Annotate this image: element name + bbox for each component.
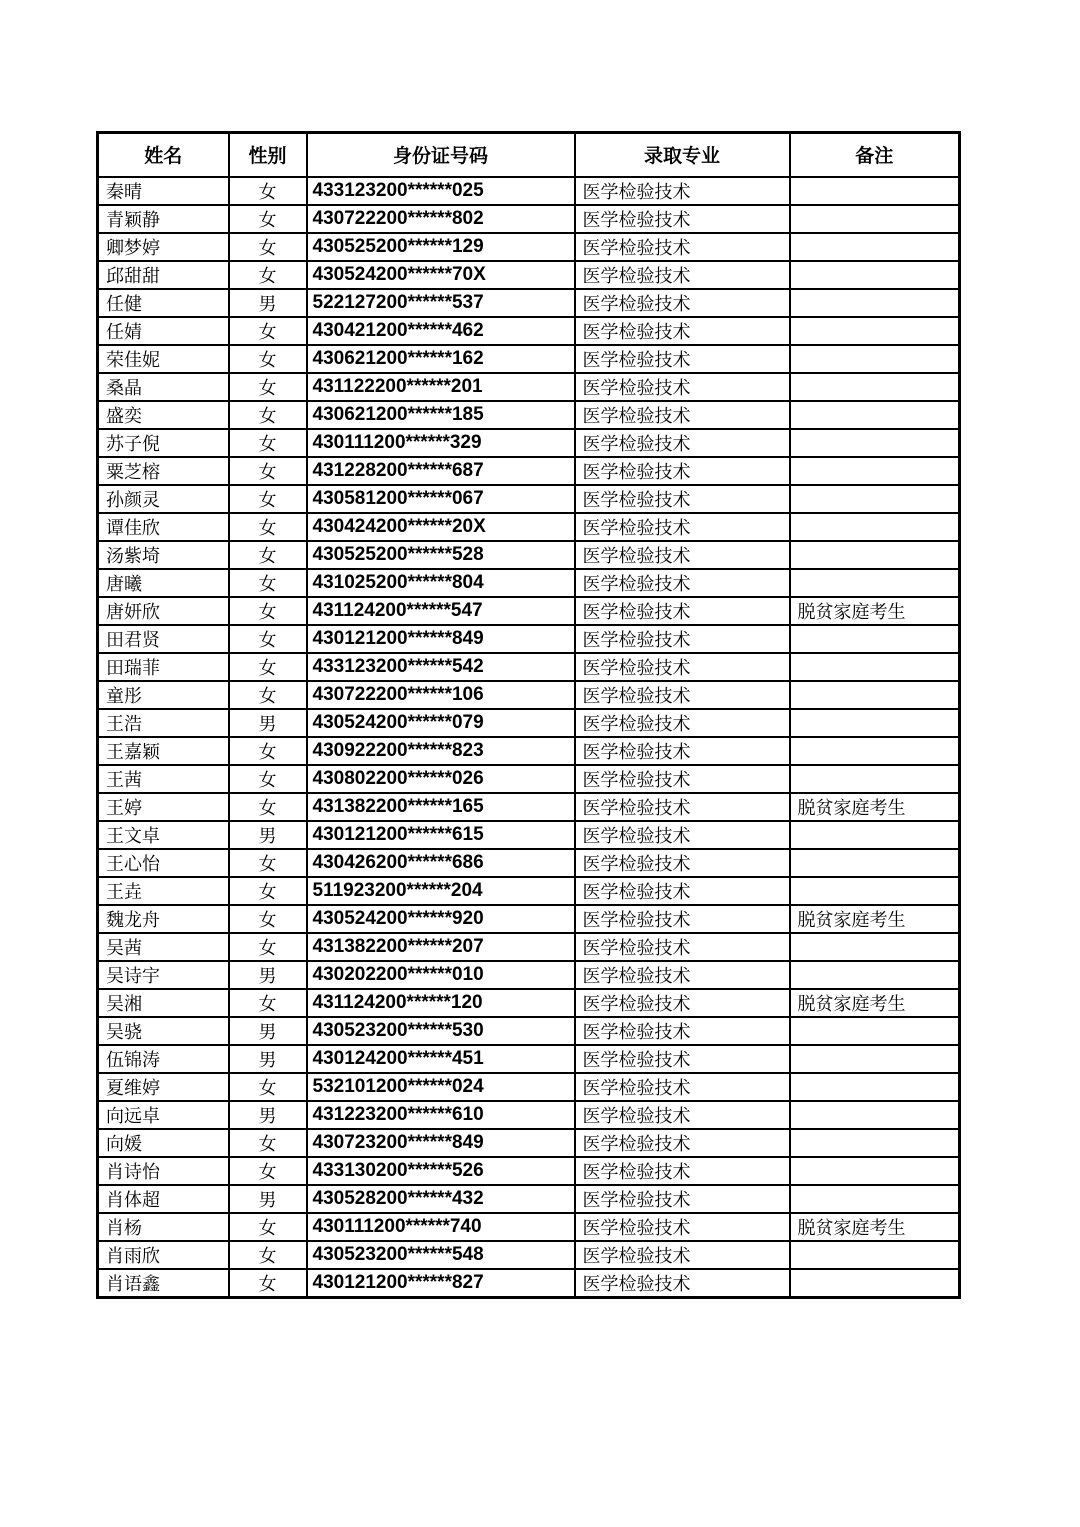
table-row bbox=[98, 625, 960, 653]
gender-cell: 男 bbox=[229, 1045, 307, 1073]
id-cell: 430523200******548 bbox=[307, 1241, 575, 1269]
id-cell: 431228200******687 bbox=[307, 457, 575, 485]
id-cell: 430424200******20X bbox=[307, 513, 575, 541]
table-row bbox=[98, 345, 960, 373]
major-cell: 医学检验技术 bbox=[575, 989, 790, 1017]
name-cell: 孙颜灵 bbox=[98, 485, 229, 513]
table-row bbox=[98, 597, 960, 625]
table-row bbox=[98, 289, 960, 317]
name-cell: 肖雨欣 bbox=[98, 1241, 229, 1269]
major-cell: 医学检验技术 bbox=[575, 541, 790, 569]
remark-cell bbox=[790, 261, 960, 289]
major-cell: 医学检验技术 bbox=[575, 205, 790, 233]
admission-table bbox=[96, 131, 961, 1299]
gender-cell: 男 bbox=[229, 821, 307, 849]
id-cell: 430723200******849 bbox=[307, 1129, 575, 1157]
remark-cell: 脱贫家庭考生 bbox=[790, 989, 960, 1017]
remark-cell bbox=[790, 709, 960, 737]
id-cell: 430111200******329 bbox=[307, 429, 575, 457]
header-gender: 性别 bbox=[229, 133, 307, 177]
remark-cell: 脱贫家庭考生 bbox=[790, 1213, 960, 1241]
remark-cell bbox=[790, 569, 960, 597]
table-row bbox=[98, 401, 960, 429]
name-cell: 童彤 bbox=[98, 681, 229, 709]
table-row bbox=[98, 709, 960, 737]
table-row bbox=[98, 513, 960, 541]
gender-cell: 女 bbox=[229, 513, 307, 541]
id-cell: 431025200******804 bbox=[307, 569, 575, 597]
gender-cell: 男 bbox=[229, 1101, 307, 1129]
table-header bbox=[98, 133, 960, 177]
table-row bbox=[98, 681, 960, 709]
id-cell: 430524200******70X bbox=[307, 261, 575, 289]
gender-cell: 女 bbox=[229, 569, 307, 597]
table-row bbox=[98, 1185, 960, 1213]
major-cell: 医学检验技术 bbox=[575, 401, 790, 429]
name-cell: 田瑞菲 bbox=[98, 653, 229, 681]
remark-cell bbox=[790, 681, 960, 709]
gender-cell: 女 bbox=[229, 1269, 307, 1298]
major-cell: 医学检验技术 bbox=[575, 1101, 790, 1129]
remark-cell bbox=[790, 289, 960, 317]
major-cell: 医学检验技术 bbox=[575, 709, 790, 737]
id-cell: 430802200******026 bbox=[307, 765, 575, 793]
table-header-row bbox=[98, 133, 960, 177]
remark-cell bbox=[790, 401, 960, 429]
id-cell: 430525200******129 bbox=[307, 233, 575, 261]
id-cell: 430922200******823 bbox=[307, 737, 575, 765]
table-row bbox=[98, 205, 960, 233]
table-row bbox=[98, 541, 960, 569]
major-cell: 医学检验技术 bbox=[575, 373, 790, 401]
id-cell: 430124200******451 bbox=[307, 1045, 575, 1073]
table-row bbox=[98, 429, 960, 457]
remark-cell bbox=[790, 457, 960, 485]
name-cell: 唐曦 bbox=[98, 569, 229, 597]
table-row bbox=[98, 1241, 960, 1269]
remark-cell bbox=[790, 1129, 960, 1157]
name-cell: 王垚 bbox=[98, 877, 229, 905]
major-cell: 医学检验技术 bbox=[575, 653, 790, 681]
gender-cell: 女 bbox=[229, 1157, 307, 1185]
name-cell: 谭佳欣 bbox=[98, 513, 229, 541]
remark-cell bbox=[790, 345, 960, 373]
id-cell: 430722200******802 bbox=[307, 205, 575, 233]
remark-cell bbox=[790, 737, 960, 765]
id-cell: 433123200******025 bbox=[307, 177, 575, 205]
id-cell: 431124200******547 bbox=[307, 597, 575, 625]
name-cell: 田君贤 bbox=[98, 625, 229, 653]
gender-cell: 女 bbox=[229, 261, 307, 289]
gender-cell: 女 bbox=[229, 1129, 307, 1157]
major-cell: 医学检验技术 bbox=[575, 597, 790, 625]
name-cell: 王文卓 bbox=[98, 821, 229, 849]
header-remark: 备注 bbox=[790, 133, 960, 177]
major-cell: 医学检验技术 bbox=[575, 821, 790, 849]
major-cell: 医学检验技术 bbox=[575, 877, 790, 905]
remark-cell bbox=[790, 1101, 960, 1129]
name-cell: 向远卓 bbox=[98, 1101, 229, 1129]
gender-cell: 男 bbox=[229, 961, 307, 989]
name-cell: 吴骁 bbox=[98, 1017, 229, 1045]
name-cell: 荣佳妮 bbox=[98, 345, 229, 373]
major-cell: 医学检验技术 bbox=[575, 1185, 790, 1213]
table-row bbox=[98, 989, 960, 1017]
gender-cell: 女 bbox=[229, 485, 307, 513]
gender-cell: 女 bbox=[229, 737, 307, 765]
table-row bbox=[98, 233, 960, 261]
name-cell: 苏子倪 bbox=[98, 429, 229, 457]
name-cell: 魏龙舟 bbox=[98, 905, 229, 933]
table-row bbox=[98, 485, 960, 513]
id-cell: 430621200******162 bbox=[307, 345, 575, 373]
remark-cell bbox=[790, 1073, 960, 1101]
major-cell: 医学检验技术 bbox=[575, 681, 790, 709]
id-cell: 431122200******201 bbox=[307, 373, 575, 401]
gender-cell: 女 bbox=[229, 177, 307, 205]
table-row bbox=[98, 1269, 960, 1298]
table-row bbox=[98, 373, 960, 401]
table-row bbox=[98, 261, 960, 289]
gender-cell: 女 bbox=[229, 317, 307, 345]
remark-cell bbox=[790, 233, 960, 261]
id-cell: 430421200******462 bbox=[307, 317, 575, 345]
gender-cell: 女 bbox=[229, 1073, 307, 1101]
remark-cell bbox=[790, 317, 960, 345]
header-major: 录取专业 bbox=[575, 133, 790, 177]
id-cell: 522127200******537 bbox=[307, 289, 575, 317]
table-row bbox=[98, 653, 960, 681]
admission-list-page bbox=[96, 131, 961, 1299]
remark-cell bbox=[790, 765, 960, 793]
name-cell: 伍锦涛 bbox=[98, 1045, 229, 1073]
id-cell: 431124200******120 bbox=[307, 989, 575, 1017]
id-cell: 430524200******920 bbox=[307, 905, 575, 933]
major-cell: 医学检验技术 bbox=[575, 429, 790, 457]
major-cell: 医学检验技术 bbox=[575, 569, 790, 597]
remark-cell: 脱贫家庭考生 bbox=[790, 597, 960, 625]
gender-cell: 女 bbox=[229, 989, 307, 1017]
gender-cell: 女 bbox=[229, 401, 307, 429]
major-cell: 医学检验技术 bbox=[575, 1129, 790, 1157]
id-cell: 431382200******207 bbox=[307, 933, 575, 961]
gender-cell: 女 bbox=[229, 1241, 307, 1269]
name-cell: 青颖静 bbox=[98, 205, 229, 233]
remark-cell bbox=[790, 205, 960, 233]
id-cell: 430426200******686 bbox=[307, 849, 575, 877]
name-cell: 秦晴 bbox=[98, 177, 229, 205]
gender-cell: 女 bbox=[229, 1213, 307, 1241]
remark-cell bbox=[790, 1045, 960, 1073]
remark-cell bbox=[790, 429, 960, 457]
name-cell: 王浩 bbox=[98, 709, 229, 737]
major-cell: 医学检验技术 bbox=[575, 1241, 790, 1269]
id-cell: 431382200******165 bbox=[307, 793, 575, 821]
table-row bbox=[98, 1157, 960, 1185]
major-cell: 医学检验技术 bbox=[575, 513, 790, 541]
table-row bbox=[98, 317, 960, 345]
gender-cell: 女 bbox=[229, 765, 307, 793]
remark-cell bbox=[790, 625, 960, 653]
table-row bbox=[98, 737, 960, 765]
table-row bbox=[98, 1213, 960, 1241]
table-row bbox=[98, 1073, 960, 1101]
table-row bbox=[98, 569, 960, 597]
major-cell: 医学检验技术 bbox=[575, 737, 790, 765]
remark-cell bbox=[790, 485, 960, 513]
remark-cell bbox=[790, 1241, 960, 1269]
name-cell: 吴诗宇 bbox=[98, 961, 229, 989]
major-cell: 医学检验技术 bbox=[575, 485, 790, 513]
name-cell: 唐妍欣 bbox=[98, 597, 229, 625]
gender-cell: 女 bbox=[229, 541, 307, 569]
id-cell: 511923200******204 bbox=[307, 877, 575, 905]
remark-cell: 脱贫家庭考生 bbox=[790, 793, 960, 821]
name-cell: 任健 bbox=[98, 289, 229, 317]
id-cell: 430121200******849 bbox=[307, 625, 575, 653]
name-cell: 吴茜 bbox=[98, 933, 229, 961]
gender-cell: 女 bbox=[229, 205, 307, 233]
id-cell: 430121200******827 bbox=[307, 1269, 575, 1298]
name-cell: 肖语鑫 bbox=[98, 1269, 229, 1298]
table-row bbox=[98, 1101, 960, 1129]
gender-cell: 女 bbox=[229, 933, 307, 961]
remark-cell bbox=[790, 1269, 960, 1298]
name-cell: 粟芝榕 bbox=[98, 457, 229, 485]
table-row bbox=[98, 177, 960, 205]
gender-cell: 女 bbox=[229, 681, 307, 709]
major-cell: 医学检验技术 bbox=[575, 261, 790, 289]
name-cell: 向媛 bbox=[98, 1129, 229, 1157]
gender-cell: 男 bbox=[229, 709, 307, 737]
name-cell: 肖体超 bbox=[98, 1185, 229, 1213]
major-cell: 医学检验技术 bbox=[575, 177, 790, 205]
table-row bbox=[98, 765, 960, 793]
name-cell: 王婷 bbox=[98, 793, 229, 821]
name-cell: 肖诗怡 bbox=[98, 1157, 229, 1185]
gender-cell: 女 bbox=[229, 429, 307, 457]
major-cell: 医学检验技术 bbox=[575, 961, 790, 989]
remark-cell bbox=[790, 541, 960, 569]
major-cell: 医学检验技术 bbox=[575, 317, 790, 345]
gender-cell: 女 bbox=[229, 793, 307, 821]
major-cell: 医学检验技术 bbox=[575, 1073, 790, 1101]
remark-cell bbox=[790, 961, 960, 989]
major-cell: 医学检验技术 bbox=[575, 289, 790, 317]
major-cell: 医学检验技术 bbox=[575, 905, 790, 933]
gender-cell: 男 bbox=[229, 1017, 307, 1045]
major-cell: 医学检验技术 bbox=[575, 1269, 790, 1298]
remark-cell bbox=[790, 877, 960, 905]
id-cell: 532101200******024 bbox=[307, 1073, 575, 1101]
table-row bbox=[98, 905, 960, 933]
gender-cell: 女 bbox=[229, 905, 307, 933]
remark-cell bbox=[790, 653, 960, 681]
major-cell: 医学检验技术 bbox=[575, 625, 790, 653]
id-cell: 430121200******615 bbox=[307, 821, 575, 849]
table-row bbox=[98, 961, 960, 989]
id-cell: 433123200******542 bbox=[307, 653, 575, 681]
header-id: 身份证号码 bbox=[307, 133, 575, 177]
table-row bbox=[98, 933, 960, 961]
name-cell: 盛奕 bbox=[98, 401, 229, 429]
table-row bbox=[98, 1017, 960, 1045]
header-name: 姓名 bbox=[98, 133, 229, 177]
id-cell: 430581200******067 bbox=[307, 485, 575, 513]
remark-cell bbox=[790, 373, 960, 401]
id-cell: 433130200******526 bbox=[307, 1157, 575, 1185]
table-row bbox=[98, 793, 960, 821]
major-cell: 医学检验技术 bbox=[575, 765, 790, 793]
id-cell: 430525200******528 bbox=[307, 541, 575, 569]
major-cell: 医学检验技术 bbox=[575, 1213, 790, 1241]
id-cell: 430621200******185 bbox=[307, 401, 575, 429]
remark-cell bbox=[790, 177, 960, 205]
gender-cell: 女 bbox=[229, 233, 307, 261]
name-cell: 王嘉颖 bbox=[98, 737, 229, 765]
name-cell: 汤紫埼 bbox=[98, 541, 229, 569]
remark-cell: 脱贫家庭考生 bbox=[790, 905, 960, 933]
id-cell: 431223200******610 bbox=[307, 1101, 575, 1129]
id-cell: 430523200******530 bbox=[307, 1017, 575, 1045]
name-cell: 卿梦婷 bbox=[98, 233, 229, 261]
name-cell: 桑晶 bbox=[98, 373, 229, 401]
gender-cell: 女 bbox=[229, 877, 307, 905]
major-cell: 医学检验技术 bbox=[575, 793, 790, 821]
gender-cell: 男 bbox=[229, 1185, 307, 1213]
name-cell: 王心怡 bbox=[98, 849, 229, 877]
table-body bbox=[98, 177, 960, 1298]
major-cell: 医学检验技术 bbox=[575, 1045, 790, 1073]
table-row bbox=[98, 1045, 960, 1073]
remark-cell bbox=[790, 933, 960, 961]
gender-cell: 女 bbox=[229, 345, 307, 373]
table-row bbox=[98, 877, 960, 905]
major-cell: 医学检验技术 bbox=[575, 1017, 790, 1045]
remark-cell bbox=[790, 821, 960, 849]
major-cell: 医学检验技术 bbox=[575, 849, 790, 877]
major-cell: 医学检验技术 bbox=[575, 457, 790, 485]
name-cell: 任婧 bbox=[98, 317, 229, 345]
major-cell: 医学检验技术 bbox=[575, 933, 790, 961]
table-row bbox=[98, 457, 960, 485]
remark-cell bbox=[790, 513, 960, 541]
table-row bbox=[98, 821, 960, 849]
remark-cell bbox=[790, 1017, 960, 1045]
id-cell: 430111200******740 bbox=[307, 1213, 575, 1241]
remark-cell bbox=[790, 1157, 960, 1185]
gender-cell: 女 bbox=[229, 625, 307, 653]
gender-cell: 女 bbox=[229, 653, 307, 681]
remark-cell bbox=[790, 849, 960, 877]
id-cell: 430722200******106 bbox=[307, 681, 575, 709]
table-row bbox=[98, 849, 960, 877]
id-cell: 430202200******010 bbox=[307, 961, 575, 989]
name-cell: 吴湘 bbox=[98, 989, 229, 1017]
major-cell: 医学检验技术 bbox=[575, 233, 790, 261]
name-cell: 夏维婷 bbox=[98, 1073, 229, 1101]
major-cell: 医学检验技术 bbox=[575, 1157, 790, 1185]
id-cell: 430528200******432 bbox=[307, 1185, 575, 1213]
name-cell: 邱甜甜 bbox=[98, 261, 229, 289]
name-cell: 肖杨 bbox=[98, 1213, 229, 1241]
remark-cell bbox=[790, 1185, 960, 1213]
major-cell: 医学检验技术 bbox=[575, 345, 790, 373]
name-cell: 王茜 bbox=[98, 765, 229, 793]
gender-cell: 男 bbox=[229, 289, 307, 317]
id-cell: 430524200******079 bbox=[307, 709, 575, 737]
gender-cell: 女 bbox=[229, 597, 307, 625]
gender-cell: 女 bbox=[229, 457, 307, 485]
gender-cell: 女 bbox=[229, 373, 307, 401]
gender-cell: 女 bbox=[229, 849, 307, 877]
table-row bbox=[98, 1129, 960, 1157]
